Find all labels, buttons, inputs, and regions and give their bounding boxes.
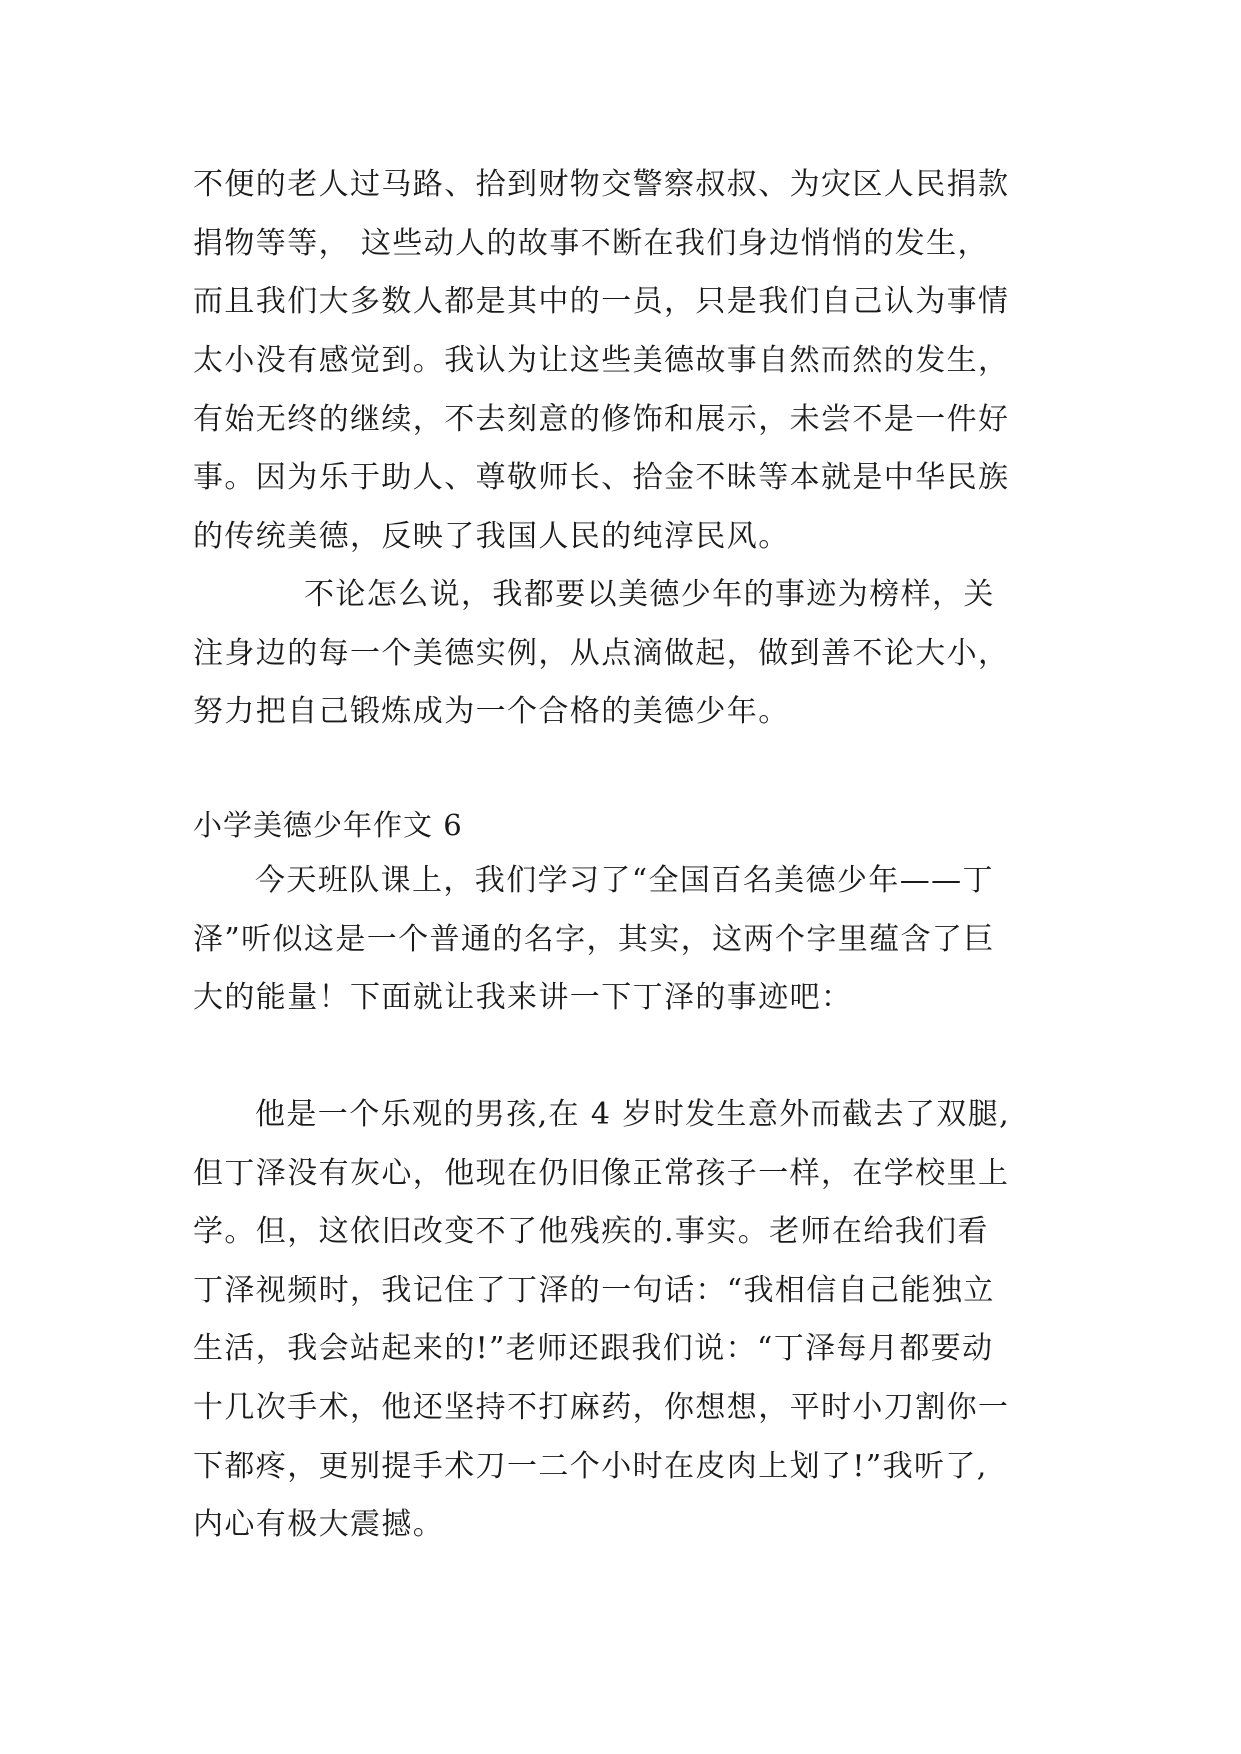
paragraph-1-line-4: 太小没有感觉到。我认为让这些美德故事自然而然的发生， <box>193 343 1010 378</box>
paragraph-4-line-5: 生活，我会站起来的!”老师还跟我们说：“丁泽每月都要动 <box>193 1331 994 1366</box>
paragraph-4-line-6: 十几次手术，他还坚持不打麻药，你想想，平时小刀割你一 <box>193 1390 1010 1425</box>
paragraph-1-line-5: 有始无终的继续，不去刻意的修饰和展示，未尝不是一件好 <box>193 402 1010 437</box>
paragraph-4-line-8: 内心有极大震撼。 <box>193 1507 445 1542</box>
paragraph-2-line-1: 不论怎么说，我都要以美德少年的事迹为榜样，关 <box>304 577 995 612</box>
paragraph-4-line-4: 丁泽视频时，我记住了丁泽的一句话：“我相信自己能独立 <box>193 1273 995 1308</box>
paragraph-1-line-2: 捐物等等， 这些动人的故事不断在我们身边悄悄的发生， <box>193 226 989 261</box>
paragraph-2-line-3: 努力把自己锻炼成为一个合格的美德少年。 <box>193 694 790 729</box>
paragraph-4-line-2: 但丁泽没有灰心，他现在仍旧像正常孩子一样，在学校里上 <box>193 1156 1010 1191</box>
paragraph-3-line-2: 泽”听似这是一个普通的名字，其实，这两个字里蕴含了巨 <box>193 922 995 957</box>
paragraph-4-line-1: 他是一个乐观的男孩,在 4 岁时发生意外而截去了双腿, <box>255 1097 1011 1132</box>
paragraph-1-line-3: 而且我们大多数人都是其中的一员，只是我们自己认为事情 <box>193 284 1010 319</box>
paragraph-4-line-7: 下都疼，更别提手术刀一二个小时在皮肉上划了!”我听了, <box>193 1449 988 1484</box>
paragraph-1-line-7: 的传统美德，反映了我国人民的纯淳民风。 <box>193 519 790 554</box>
paragraph-3-line-1: 今天班队课上，我们学习了“全国百名美德少年——丁 <box>255 863 994 898</box>
section-title: 小学美德少年作文 6 <box>193 808 463 842</box>
paragraph-1-line-1: 不便的老人过马路、拾到财物交警察叔叔、为灾区人民捐款 <box>193 167 1010 202</box>
paragraph-2-line-2: 注身边的每一个美德实例，从点滴做起，做到善不论大小， <box>193 636 1010 671</box>
paragraph-4-line-3: 学。但，这依旧改变不了他残疾的.事实。老师在给我们看 <box>193 1214 989 1249</box>
paragraph-3-line-3: 大的能量！下面就让我来讲一下丁泽的事迹吧： <box>193 980 853 1015</box>
paragraph-1-line-6: 事。因为乐于助人、尊敬师长、拾金不昧等本就是中华民族 <box>193 460 1010 495</box>
